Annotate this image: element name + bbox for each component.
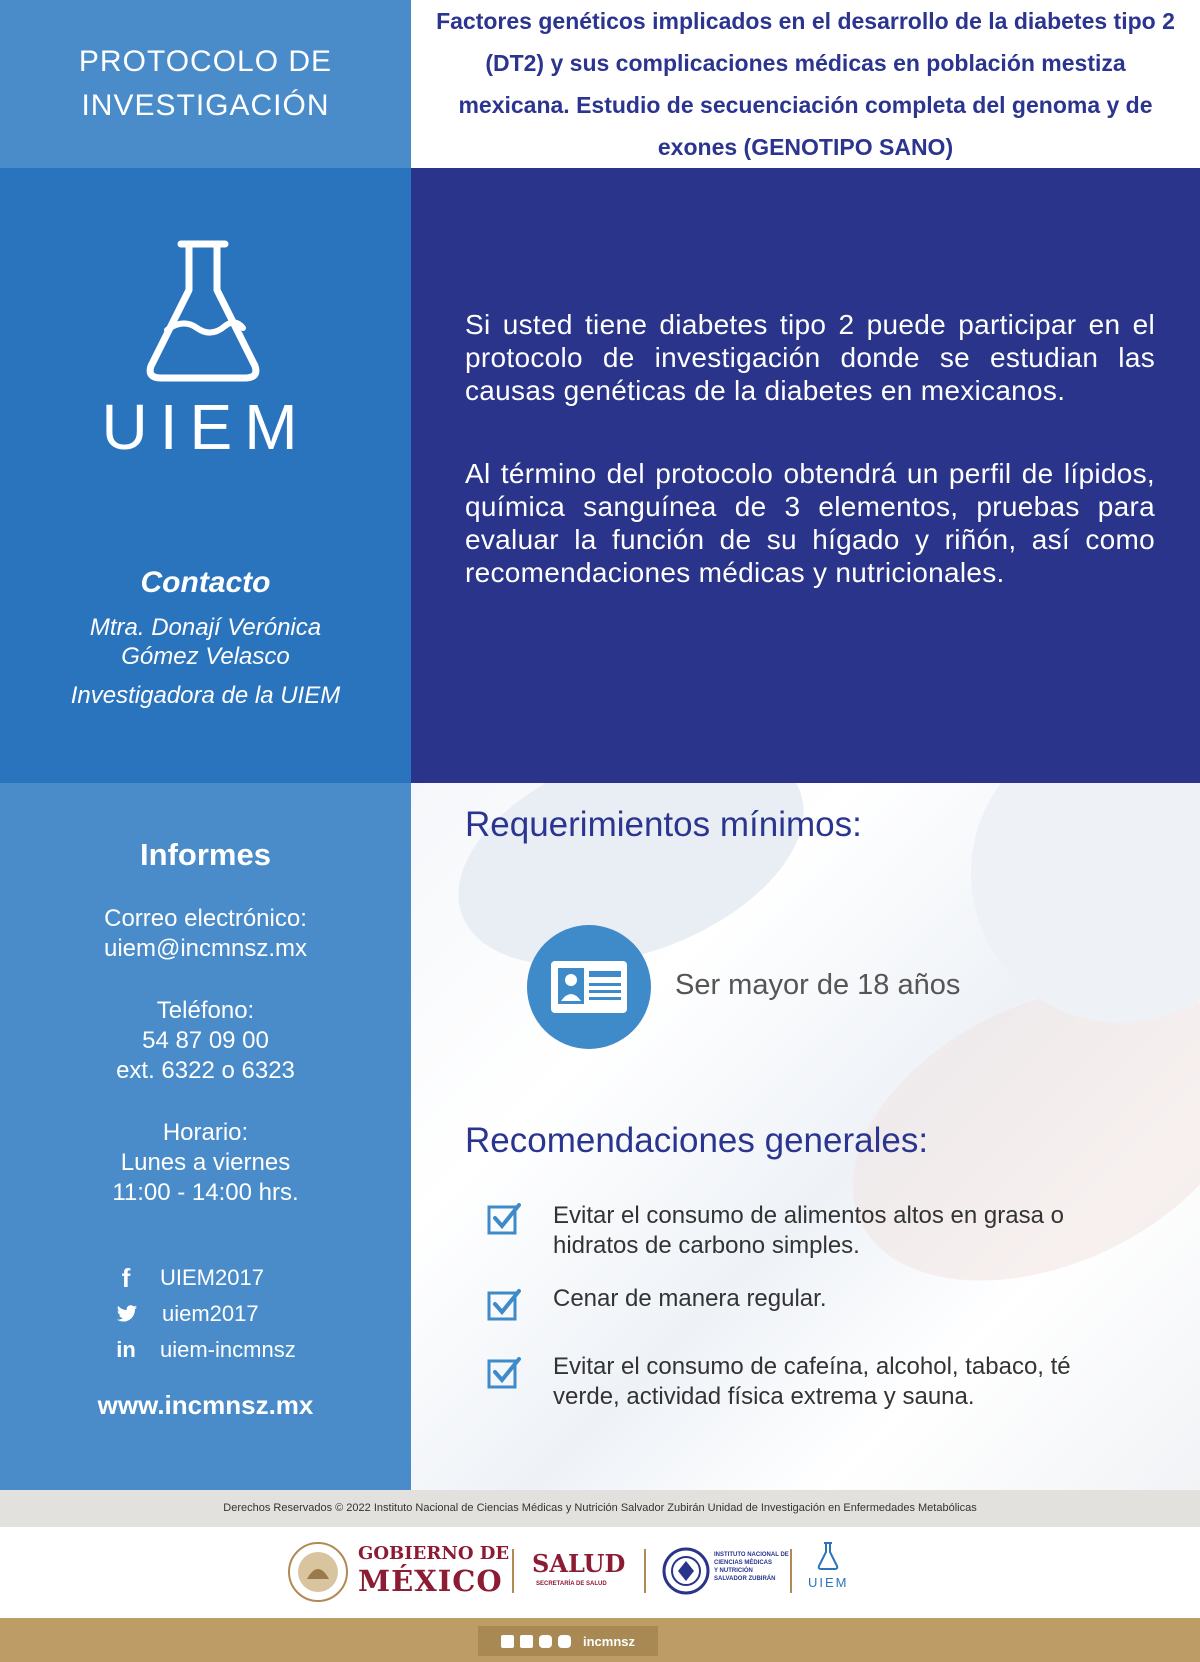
recommendation-item: Cenar de manera regular. xyxy=(553,1285,827,1312)
background-blur xyxy=(971,783,1200,1023)
incmnsz-text xyxy=(714,1551,789,1583)
incmnsz-seal-icon xyxy=(662,1547,710,1595)
informes-heading: Informes xyxy=(140,837,271,872)
phone-extension: ext. 6322 o 6323 xyxy=(116,1057,295,1084)
description-paragraph-2: Al término del protocolo obtendrá un perfil de lípidos, química sanguínea de 3 elementos, pruebas para evaluar la función de su hígado y riñón, así como recomendaciones médicas y nutricionales. xyxy=(465,458,1155,588)
protocol-label-box xyxy=(0,0,411,168)
incmnsz-line2: CIENCIAS MÉDICAS xyxy=(714,1560,773,1566)
social-facebook[interactable] xyxy=(110,1263,264,1293)
requirements-panel xyxy=(411,783,1200,1490)
contact-role: Investigadora de la UIEM xyxy=(70,682,341,709)
id-card-icon xyxy=(549,959,629,1015)
mexico-coat-of-arms-icon xyxy=(287,1541,349,1603)
youtube-icon xyxy=(558,1635,571,1648)
twitter-handle: uiem2017 xyxy=(162,1301,259,1326)
hours-label: Horario: xyxy=(162,1119,249,1146)
protocol-label-line2: INVESTIGACIÓN xyxy=(81,89,330,122)
description-paragraph-1: Si usted tiene diabetes tipo 2 puede participar en el protocolo de investigación donde se estudian las causas genéticas de la diabetes en mexicanos. xyxy=(465,309,1155,406)
phone-number: 54 87 09 00 xyxy=(142,1027,269,1054)
uiem-small-flask-icon xyxy=(816,1541,840,1571)
checkbox-checked-icon xyxy=(487,1287,521,1321)
contact-name-line2: Gómez Velasco xyxy=(121,643,290,670)
uiem-logo-panel xyxy=(0,168,411,783)
social-handle: incmnsz xyxy=(582,1633,635,1649)
twitter-icon xyxy=(114,1303,140,1325)
checkbox-checked-icon xyxy=(487,1355,521,1389)
title-box xyxy=(411,0,1200,168)
facebook-icon: f xyxy=(121,1262,131,1293)
salud-text: SALUD xyxy=(532,1549,626,1578)
linkedin-handle: uiem-incmnsz xyxy=(160,1337,296,1362)
recommendation-item: Evitar el consumo de cafeína, alcohol, tabaco, té verde, actividad física extrema y sauna. xyxy=(553,1353,1071,1410)
description-panel xyxy=(411,168,1200,783)
facebook-handle: UIEM2017 xyxy=(160,1265,264,1290)
recommendation-item: Evitar el consumo de alimentos altos en grasa o hidratos de carbono simples. xyxy=(553,1202,1064,1259)
social-chip[interactable] xyxy=(478,1626,658,1656)
contact-name-line1: Mtra. Donají Verónica xyxy=(89,614,322,641)
email-label: Correo electrónico: xyxy=(104,905,307,932)
linkedin-icon: in xyxy=(116,1337,136,1362)
mexico-text: MÉXICO xyxy=(358,1564,503,1598)
informes-panel xyxy=(0,783,411,1490)
id-card-badge xyxy=(527,925,651,1049)
flask-icon xyxy=(143,238,263,383)
contact-heading: Contacto xyxy=(140,566,271,599)
gobierno-de-text: GOBIERNO DE xyxy=(358,1543,510,1564)
study-title: Factores genéticos implicados en el desarrollo de la diabetes tipo 2 (DT2) y sus complicaciones médicas en población mestiza mexicana. Estudio de secuenciación completa del genoma y de exones (GENOTIPO SANO) xyxy=(436,8,1175,160)
recommendations-heading: Recomendaciones generales: xyxy=(465,1121,929,1160)
incmnsz-line3: Y NUTRICIÓN xyxy=(714,1568,753,1574)
logo-divider xyxy=(644,1549,646,1593)
twitter-icon xyxy=(520,1635,533,1648)
facebook-icon xyxy=(501,1635,514,1648)
incmnsz-line4: SALVADOR ZUBIRÁN xyxy=(714,1576,776,1582)
logo-divider xyxy=(790,1549,792,1593)
requirement-age: Ser mayor de 18 años xyxy=(675,969,961,1001)
incmnsz-line1: INSTITUTO NACIONAL DE xyxy=(714,1552,789,1558)
copyright-bar: Derechos Reservados © 2022 Instituto Nacional de Ciencias Médicas y Nutrición Salvador Zubirán Unidad de Investigación en Enfermedades Metabólicas xyxy=(0,1490,1200,1527)
salud-subtitle: SECRETARÍA DE SALUD xyxy=(536,1581,607,1587)
website-link[interactable]: www.incmnsz.mx xyxy=(97,1390,314,1420)
email-link[interactable]: uiem@incmnsz.mx xyxy=(103,935,308,962)
social-footer-bar xyxy=(0,1618,1200,1662)
hours-time: 11:00 - 14:00 hrs. xyxy=(112,1179,299,1206)
institution-logos-bar xyxy=(0,1527,1200,1618)
phone-label: Teléfono: xyxy=(156,997,255,1024)
protocol-label-line1: PROTOCOLO DE xyxy=(78,45,333,78)
checkbox-checked-icon xyxy=(487,1201,521,1235)
social-twitter[interactable] xyxy=(110,1299,259,1329)
requirements-heading: Requerimientos mínimos: xyxy=(465,805,862,844)
uiem-small-text: UIEM xyxy=(808,1575,849,1590)
logo-divider xyxy=(512,1549,514,1593)
social-linkedin[interactable] xyxy=(110,1335,296,1365)
uiem-wordmark: UIEM xyxy=(101,391,310,463)
instagram-icon xyxy=(539,1635,552,1648)
hours-days: Lunes a viernes xyxy=(120,1149,291,1176)
